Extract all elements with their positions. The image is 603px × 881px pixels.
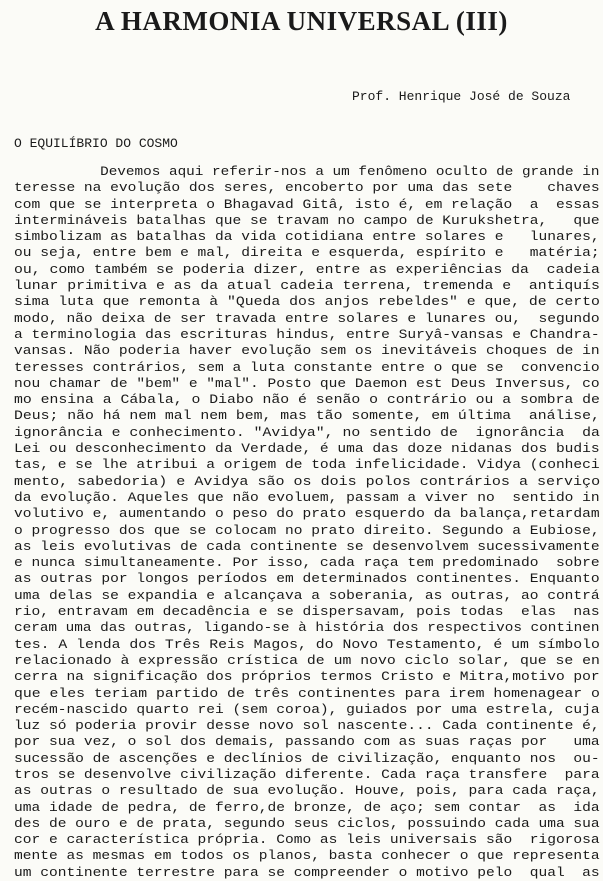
page-title: A HARMONIA UNIVERSAL (III) <box>95 6 508 36</box>
body-line: sucessão de ascenções e declínios de civilização, enquanto nos ou- <box>14 750 600 766</box>
body-line: simbolizam as batalhas da vida cotidiana entre solares e lunares, <box>14 229 600 245</box>
author-line: Prof. Henrique José de Souza <box>352 89 571 104</box>
body-line: um continente terrestre para se compreender o motivo pelo qual as <box>14 864 600 880</box>
body-line: luz só poderia provir desse novo sol nascente... Cada continente é, <box>14 718 600 734</box>
body-line: que eles teriam partido de três continentes para irem homenagear o <box>14 685 600 701</box>
body-line: cerra na significação dos próprios termos Cristo e Mitra,motivo por <box>14 669 600 685</box>
body-line: tros se desenvolve civilização diferente. Cada raça transfere para <box>14 766 600 782</box>
body-line: e nunca simultaneamente. Por isso, cada raça tem predominado sobre <box>14 555 600 571</box>
body-line: Devemos aqui referir-nos a um fenômeno oculto de grande in <box>14 164 600 179</box>
body-line: teresse na evolução dos seres, encoberto por uma das sete chaves <box>14 180 600 196</box>
body-line: ou seja, entre bem e mal, direita e esquerda, espírito e matéria; <box>14 245 600 261</box>
body-line: da evolução. Aqueles que não evoluem, passam a viver no sentido in <box>14 489 600 505</box>
body-line: as outras o resultado de sua evolução. Houve, pois, para cada raça, <box>14 783 600 799</box>
body-line: lunar primitiva e as da atual cadeia terrena, tremenda e antiquís <box>14 278 600 294</box>
body-line: o progresso dos que se colocam no prato direito. Segundo a Eubiose, <box>14 522 600 538</box>
body-line: as outras por longos períodos em determinados continentes. Enquanto <box>14 571 600 587</box>
body-line: vansas. Não poderia haver evolução sem os inevitáveis choques de in <box>14 343 600 359</box>
body-line: tes. A lenda dos Três Reis Magos, do Novo Testamento, é um símbolo <box>14 636 600 652</box>
body-line: cor e característica própria. Como as leis universais são rigorosa <box>14 832 600 848</box>
body-line: nou chamar de "bem" e "mal". Posto que Daemon est Deus Inversus, co <box>14 375 600 391</box>
body-line: ignorância e conhecimento. "Avidya", no sentido de ignorância da <box>14 424 600 440</box>
body-line: mente as mesmas em todos os planos, basta conhecer o que representa <box>14 848 600 864</box>
body-line: uma delas se expandia e alcançava a soberania, as outras, ao contrá <box>14 587 600 603</box>
body-line: ceram uma das outras, ligando-se à história dos respectivos continen <box>14 620 600 636</box>
body-line: uma idade de pedra, de ferro,de bronze, de aço; sem contar as ida <box>14 799 600 815</box>
body-line: mo ensina a Cábala, o Diabo não é senão o contrário ou a sombra de <box>14 392 600 408</box>
body-line: a terminologia das escrituras hindus, entre Suryâ-vansas e Chandra- <box>14 326 600 342</box>
body-line: ou, como também se poderia dizer, entre as experiências da cadeia <box>14 261 600 277</box>
body-line: rio, entravam em decadência e se dispersavam, pois todas elas nas <box>14 604 600 620</box>
body-line: Deus; não há nem mal nem bem, mas tão somente, em última análise, <box>14 408 600 424</box>
body-line: tas, e se lhe atribui a origem de toda infelicidade. Vidya (conheci <box>14 457 600 473</box>
body-line: por sua vez, o sol dos demais, passando com as suas raças por uma <box>14 734 600 750</box>
section-heading: O EQUILÍBRIO DO COSMO <box>14 136 178 151</box>
body-line: modo, não deixa de ser travada entre solares e lunares ou, segundo <box>14 310 600 326</box>
body-line: sima luta que remonta à "Queda dos anjos rebeldes" e que, de certo <box>14 294 600 310</box>
body-line: relacionado à expressão crística de um novo ciclo solar, que se en <box>14 652 600 668</box>
body-line: recém-nascido quarto rei (sem coroa), guiados por uma estrela, cuja <box>14 701 600 717</box>
body-line: as leis evolutivas de cada continente se desenvolvem sucessivamente <box>14 538 600 554</box>
body-text <box>14 164 603 881</box>
body-line: mento, sabedoria) e Avidya são os dois polos contrários a serviço <box>14 473 600 489</box>
body-line: com que se interpreta o Bhagavad Gitâ, isto é, em relação a essas <box>14 196 600 212</box>
body-line: teresses contrários, sem a luta constante entre o que se convencio <box>14 359 600 375</box>
body-line: volutivo e, aumentando o peso do prato esquerdo da balança,retardam <box>14 506 600 522</box>
body-line: intermináveis batalhas que se travam no campo de Kurukshetra, que <box>14 212 600 228</box>
body-line: des de ouro e de prata, segundo seus ciclos, possuindo cada uma sua <box>14 815 600 831</box>
body-line: Lei ou desconhecimento da Verdade, é uma das doze nidanas dos budis <box>14 441 600 457</box>
